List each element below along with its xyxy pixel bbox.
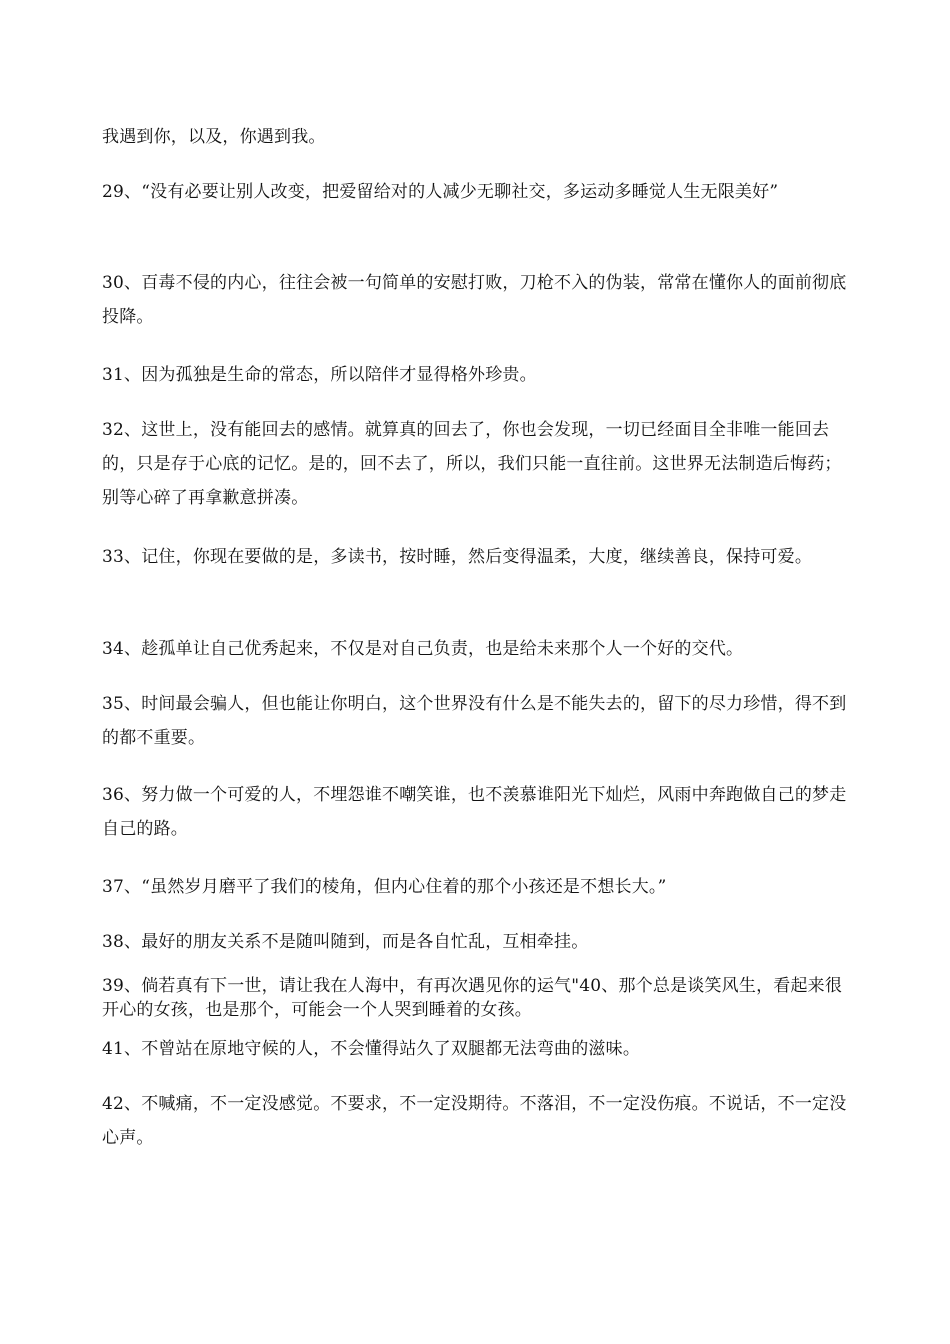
paragraph-30: 30、百毒不侵的内心，往往会被一句简单的安慰打败，刀枪不入的伪装，常常在懂你人的面前彻底投降。 <box>102 273 847 327</box>
paragraph-36: 36、努力做一个可爱的人，不埋怨谁不嘲笑谁，也不羡慕谁阳光下灿烂，风雨中奔跑做自己的梦走自己的路。 <box>102 785 847 839</box>
paragraph-29: 29、“没有必要让别人改变，把爱留给对的人减少无聊社交，多运动多睡觉人生无限美好” <box>102 182 779 202</box>
paragraph-31: 31、因为孤独是生命的常态，所以陪伴才显得格外珍贵。 <box>102 365 537 385</box>
paragraph-42: 42、不喊痛，不一定没感觉。不要求，不一定没期待。不落泪，不一定没伤痕。不说话，不一定没心声。 <box>102 1094 847 1148</box>
paragraph-39-40: 39、倘若真有下一世，请让我在人海中，有再次遇见你的运气"40、那个总是谈笑风生，看起来很开心的女孩，也是那个，可能会一个人哭到睡着的女孩。 <box>102 976 843 1020</box>
paragraph-38: 38、最好的朋友关系不是随叫随到，而是各自忙乱，互相牵挂。 <box>102 932 589 952</box>
paragraph-32: 32、这世上，没有能回去的感情。就算真的回去了，你也会发现，一切已经面目全非唯一能回去的，只是存于心底的记忆。是的，回不去了，所以，我们只能一直往前。这世界无法制造后悔药；别等心碎了再拿歉意拼凑。 <box>102 420 842 508</box>
paragraph-34: 34、趁孤单让自己优秀起来，不仅是对自己负责，也是给未来那个人一个好的交代。 <box>102 639 744 659</box>
paragraph-33: 33、记住，你现在要做的是，多读书，按时睡，然后变得温柔，大度，继续善良，保持可爱。 <box>102 547 813 567</box>
paragraph-intro: 我遇到你，以及，你遇到我。 <box>102 127 326 147</box>
paragraph-35: 35、时间最会骗人，但也能让你明白，这个世界没有什么是不能失去的，留下的尽力珍惜，得不到的都不重要。 <box>102 694 847 748</box>
paragraph-41: 41、不曾站在原地守候的人，不会懂得站久了双腿都无法弯曲的滋味。 <box>102 1039 641 1059</box>
paragraph-37: 37、“虽然岁月磨平了我们的棱角，但内心住着的那个小孩还是不想长大。” <box>102 877 667 897</box>
